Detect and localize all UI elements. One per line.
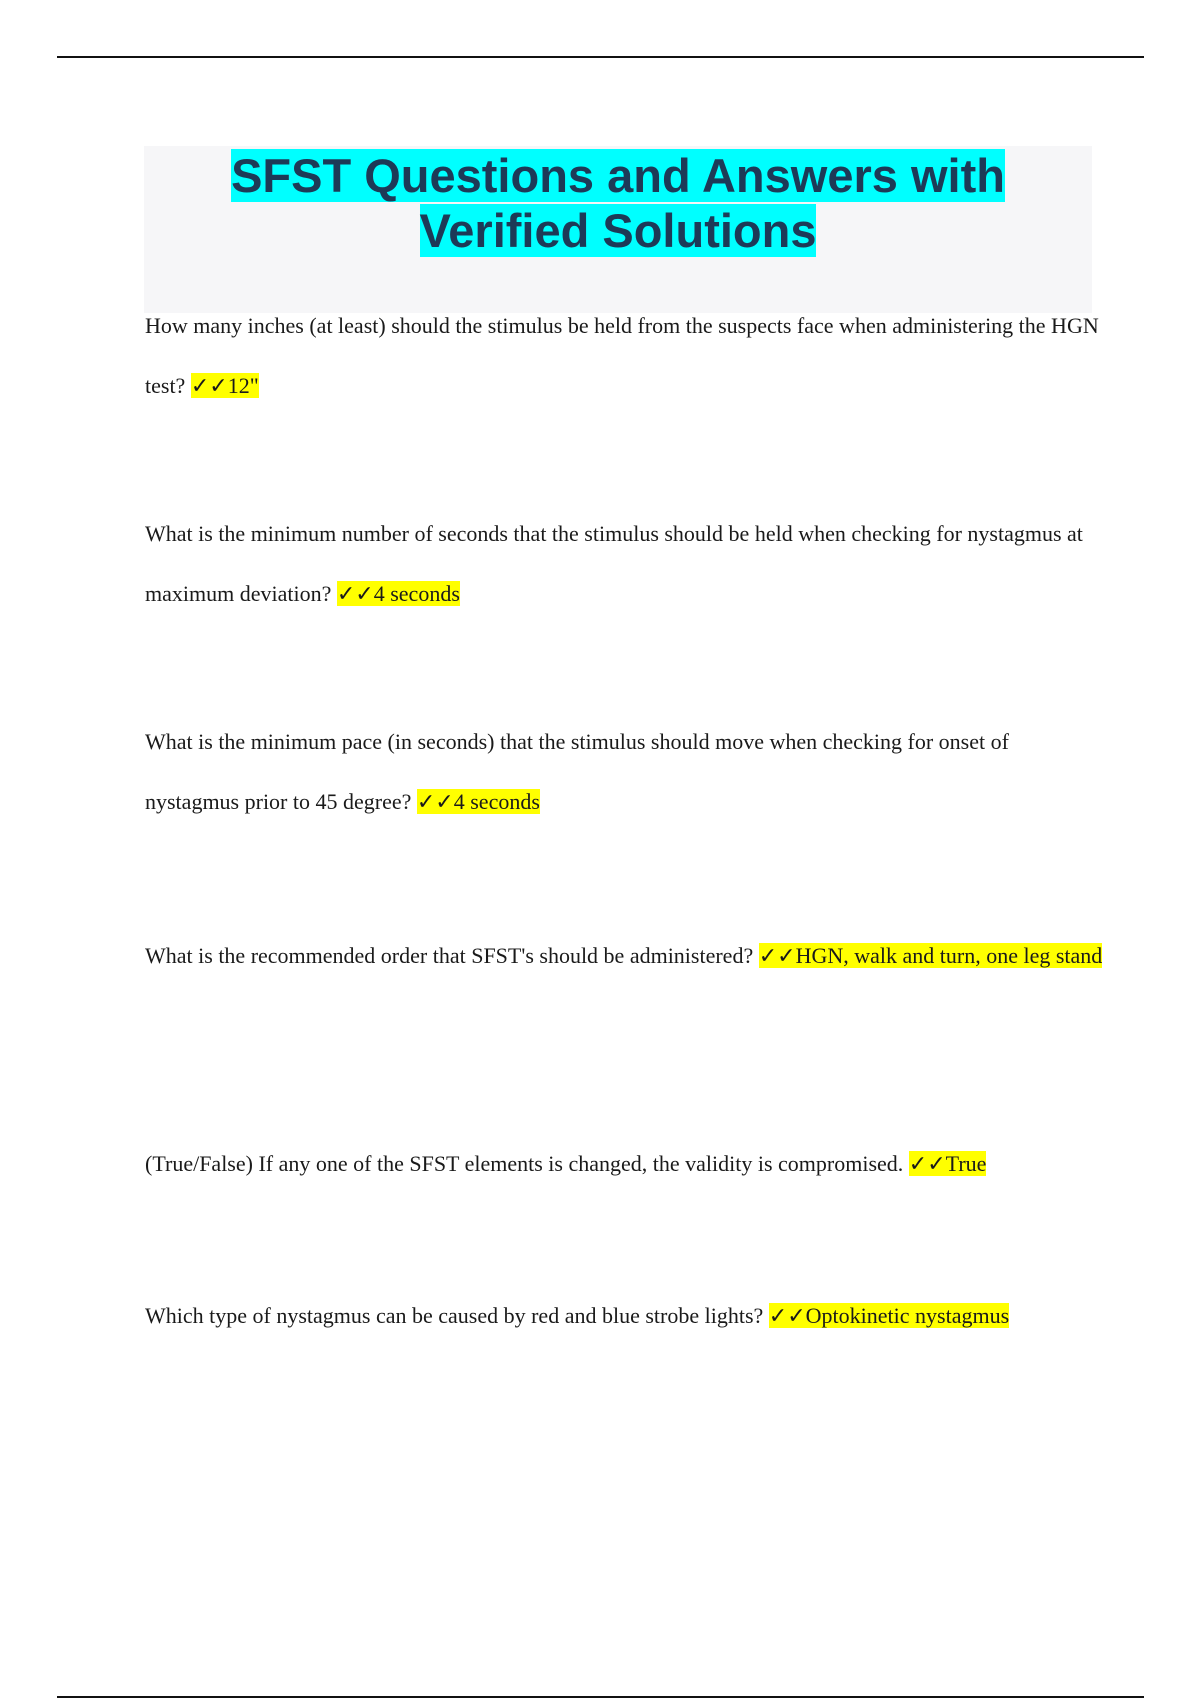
qa-item-3 xyxy=(145,712,1105,833)
qa-item-6 xyxy=(145,1286,1105,1347)
title-line-1: SFST Questions and Answers with xyxy=(231,149,1005,202)
check-mark-icon: ✓✓ xyxy=(190,374,228,399)
qa-item-1 xyxy=(145,296,1105,417)
question-text: What is the recommended order that SFST's should be administered? xyxy=(145,943,759,968)
check-mark-icon: ✓✓ xyxy=(758,944,796,969)
answer-highlight xyxy=(337,581,460,606)
question-text: What is the minimum pace (in seconds) that the stimulus should move when checking for onset of nystagmus prior to 45 degree? xyxy=(145,729,1009,814)
question-text: (True/False) If any one of the SFST elements is changed, the validity is compromised. xyxy=(145,1151,909,1176)
answer-highlight xyxy=(909,1151,987,1176)
answer-text: 4 seconds xyxy=(453,789,540,814)
answer-highlight xyxy=(759,943,1103,968)
answer-text: Optokinetic nystagmus xyxy=(805,1303,1010,1328)
qa-item-5 xyxy=(145,1134,1105,1195)
answer-highlight xyxy=(769,1303,1009,1328)
check-mark-icon: ✓✓ xyxy=(908,1152,946,1177)
page-title xyxy=(144,148,1092,258)
answer-text: 4 seconds xyxy=(373,581,460,606)
answer-highlight xyxy=(417,789,540,814)
answer-text: HGN, walk and turn, one leg stand xyxy=(795,943,1103,968)
answer-text: 12" xyxy=(227,373,259,398)
qa-item-2 xyxy=(145,504,1105,625)
title-block xyxy=(144,146,1092,313)
question-text: What is the minimum number of seconds that the stimulus should be held when checking for nystagmus at maximum deviation? xyxy=(145,521,1083,606)
answer-text: True xyxy=(945,1151,987,1176)
question-text: Which type of nystagmus can be caused by red and blue strobe lights? xyxy=(145,1303,769,1328)
answer-highlight xyxy=(191,373,259,398)
check-mark-icon: ✓✓ xyxy=(416,790,454,815)
check-mark-icon: ✓✓ xyxy=(336,582,374,607)
top-rule xyxy=(57,56,1144,58)
qa-item-4 xyxy=(145,926,1105,987)
check-mark-icon: ✓✓ xyxy=(768,1304,806,1329)
question-text: How many inches (at least) should the stimulus be held from the suspects face when administering the HGN test? xyxy=(145,313,1099,398)
bottom-rule xyxy=(57,1696,1144,1698)
title-line-2: Verified Solutions xyxy=(419,204,817,257)
